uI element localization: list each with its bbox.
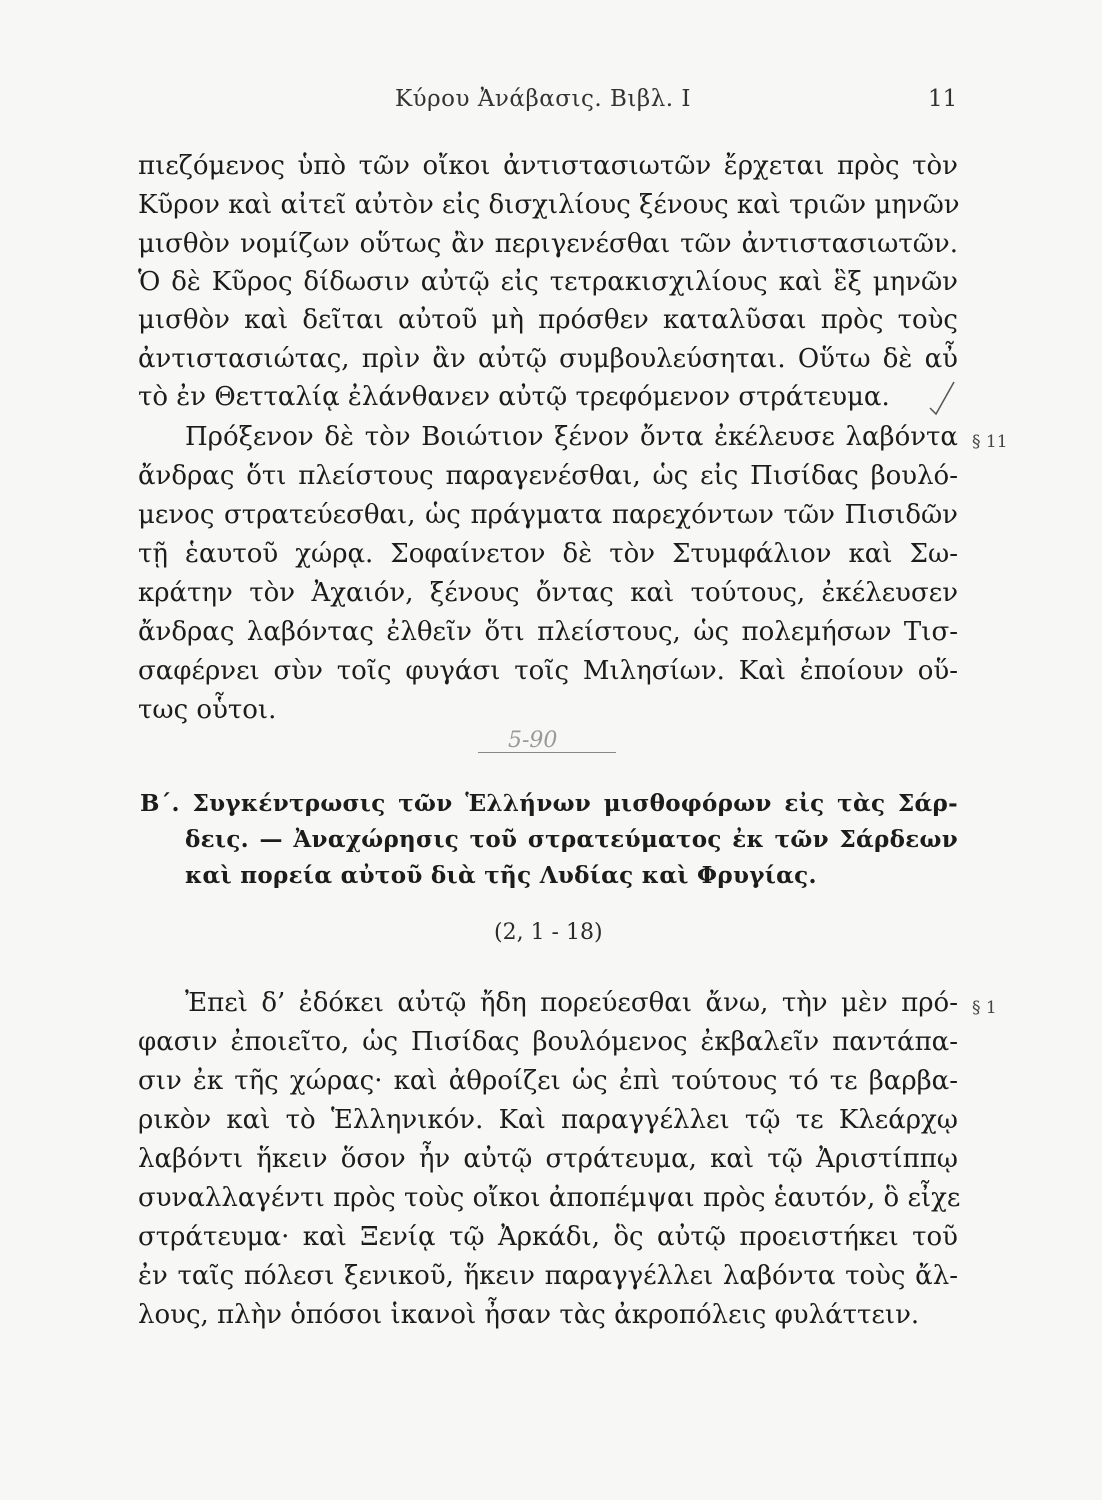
text-line: μενος στρατεύεσθαι, ὡς πράγματα παρεχόντων τῶν Πισιδῶν: [138, 500, 958, 530]
text-line: μισθὸν νομίζων οὕτως ἂν περιγενέσθαι τῶν ἀντιστασιωτῶν.: [138, 229, 958, 259]
text-line: φασιν ἐποιεῖτο, ὡς Πισίδας βουλόμενος ἐκβαλεῖν παντάπα-: [138, 1027, 958, 1057]
text-line: συναλλαγέντι πρὸς τοὺς οἴκοι ἀποπέμψαι πρὸς ἑαυτόν, ὃ εἶχε: [138, 1183, 961, 1213]
text-line: ἄνδρας λαβόντας ἐλθεῖν ὅτι πλείστους, ὡς πολεμήσων Τισ-: [138, 617, 958, 647]
text-line: στράτευμα· καὶ Ξενίᾳ τῷ Ἀρκάδι, ὃς αὐτῷ προειστήκει τοῦ: [138, 1222, 958, 1252]
text-line: Ἐπεὶ δ’ ἐδόκει αὐτῷ ἤδη πορεύεσθαι ἄνω, τὴν μὲν πρό-: [185, 988, 958, 1018]
section-margin-ref: § 1: [972, 998, 997, 1018]
text-line: λους, πλὴν ὁπόσοι ἱκανοὶ ἦσαν τὰς ἀκροπόλεις φυλάττειν.: [138, 1300, 920, 1330]
section-citation: (2, 1 - 18): [494, 920, 603, 945]
text-line: ρικὸν καὶ τὸ Ἑλληνικόν. Καὶ παραγγέλλει τῷ τε Κλεάρχῳ: [138, 1105, 958, 1135]
pencil-annotation: 5-90: [508, 728, 558, 753]
section-heading: δεις. — Ἀναχώρησις τοῦ στρατεύματος ἐκ τῶν Σάρδεων: [185, 826, 958, 853]
section-heading: Β΄. Συγκέντρωσις τῶν Ἑλλήνων μισθοφόρων εἰς τὰς Σάρ-: [140, 790, 958, 817]
text-line: Κῦρον καὶ αἰτεῖ αὐτὸν εἰς δισχιλίους ξένους καὶ τριῶν μηνῶν: [138, 190, 960, 220]
text-line: ἄνδρας ὅτι πλείστους παραγενέσθαι, ὡς εἰς Πισίδας βουλό-: [138, 461, 958, 491]
text-line: κράτην τὸν Ἀχαιόν, ξένους ὄντας καὶ τούτους, ἐκέλευσεν: [138, 578, 958, 608]
running-title: Κύρου Ἀνάβασις. Βιβλ. Ι: [395, 86, 692, 112]
section-margin-ref: § 11: [972, 432, 1008, 452]
text-line: Πρόξενον δὲ τὸν Βοιώτιον ξένον ὄντα ἐκέλευσε λαβόντα: [185, 422, 958, 452]
text-line: σιν ἐκ τῆς χώρας· καὶ ἀθροίζει ὡς ἐπὶ τούτους τό τε βαρβα-: [138, 1066, 958, 1096]
text-line: ἐν ταῖς πόλεσι ξενικοῦ, ἥκειν παραγγέλλει λαβόντα τοὺς ἄλ-: [138, 1261, 958, 1291]
text-line: μισθὸν καὶ δεῖται αὐτοῦ μὴ πρόσθεν καταλῦσαι πρὸς τοὺς: [138, 305, 958, 335]
text-line: σαφέρνει σὺν τοῖς φυγάσι τοῖς Μιλησίων. Καὶ ἐποίουν οὕ-: [138, 656, 958, 686]
text-line: τῇ ἑαυτοῦ χώρᾳ. Σοφαίνετον δὲ τὸν Στυμφάλιον καὶ Σω-: [138, 539, 958, 569]
page-number: 11: [928, 86, 958, 112]
text-line: τως οὗτοι.: [138, 695, 277, 725]
section-heading: καὶ πορεία αὐτοῦ διὰ τῆς Λυδίας καὶ Φρυγίας.: [185, 862, 817, 889]
text-line: πιεζόμενος ὑπὸ τῶν οἴκοι ἀντιστασιωτῶν ἔρχεται πρὸς τὸν: [138, 151, 958, 181]
pencil-checkmark: [928, 378, 958, 418]
text-line: Ὁ δὲ Κῦρος δίδωσιν αὐτῷ εἰς τετρακισχιλίους καὶ ἓξ μηνῶν: [138, 267, 958, 297]
text-line: τὸ ἐν Θετταλίᾳ ἐλάνθανεν αὐτῷ τρεφόμενον στράτευμα.: [138, 382, 890, 412]
text-line: λαβόντι ἥκειν ὅσον ἦν αὐτῷ στράτευμα, καὶ τῷ Ἀριστίππῳ: [138, 1144, 958, 1174]
text-line: ἀντιστασιώτας, πρὶν ἂν αὐτῷ συμβουλεύσηται. Οὕτω δὲ αὖ: [138, 344, 958, 374]
